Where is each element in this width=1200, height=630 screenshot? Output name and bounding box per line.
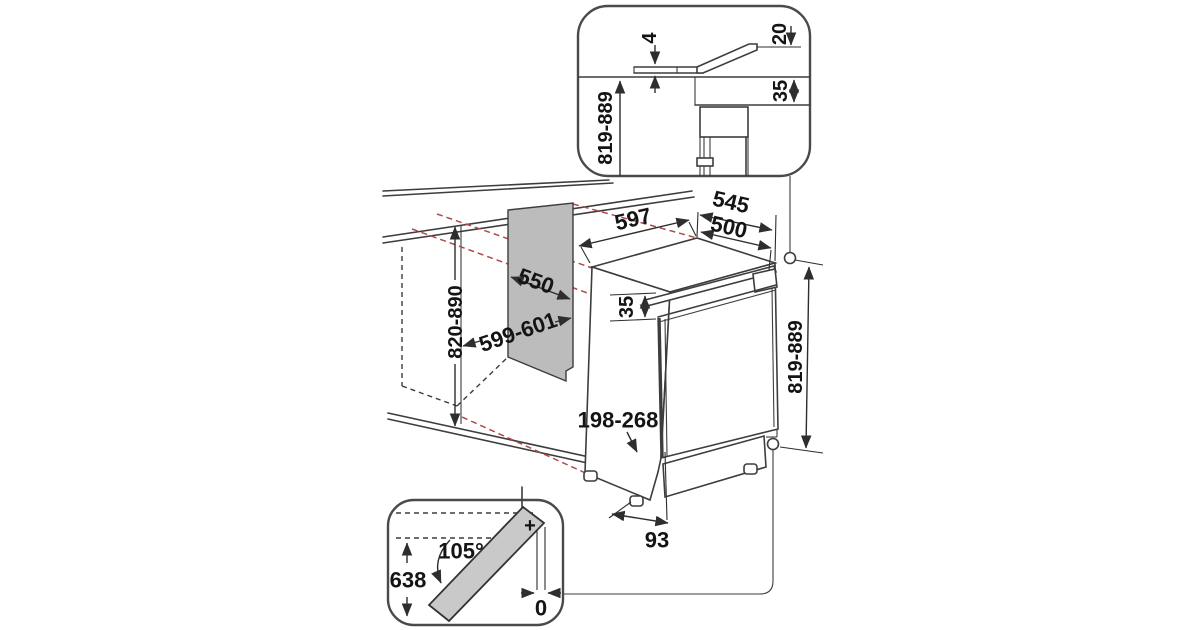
dim-top-recess-main-label: 35	[616, 295, 638, 319]
dim-niche-depth-label: 550	[514, 262, 558, 300]
hinge-axis-marker-top	[785, 253, 796, 264]
fridge-foot-front	[630, 496, 643, 506]
dim-opening-angle-label: 105°	[438, 538, 484, 564]
dim-inset-niche-height-label: 819-889	[595, 91, 617, 165]
dimension-appliance-height	[780, 260, 823, 453]
dimension-niche-height	[445, 227, 467, 426]
door-swing-inset	[388, 487, 563, 625]
dim-hinge-offset-label: 0	[534, 595, 548, 621]
dim-depth-total-label: 545	[710, 185, 752, 219]
dim-depth-body-label: 500	[708, 210, 750, 244]
dim-rear-clearance-label: 20	[769, 22, 791, 46]
handle-recess-section	[700, 107, 748, 137]
hinge-pivot-marker: +	[524, 515, 536, 537]
dim-plinth-recess-label: 93	[644, 527, 670, 553]
dim-niche-width-label: 599-601	[475, 307, 561, 357]
worktop-detail-inset	[578, 6, 810, 176]
refrigerator	[584, 238, 778, 506]
hinge-axis-marker-bottom	[768, 439, 779, 450]
dim-worktop-gap-label: 4	[639, 32, 661, 44]
dim-swing-clearance-label: 638	[389, 567, 427, 593]
fridge-foot-right	[744, 464, 757, 474]
door-hinge-section	[697, 158, 713, 166]
dim-plinth-height-label: 198-268	[577, 407, 659, 433]
dim-appliance-height-label: 819-889	[785, 320, 807, 394]
dim-niche-height-label: 820-890	[445, 285, 467, 359]
fridge-foot-back	[584, 471, 597, 481]
dim-inset-top-recess-label: 35	[770, 79, 792, 103]
dim-fridge-width-label: 597	[612, 202, 654, 236]
